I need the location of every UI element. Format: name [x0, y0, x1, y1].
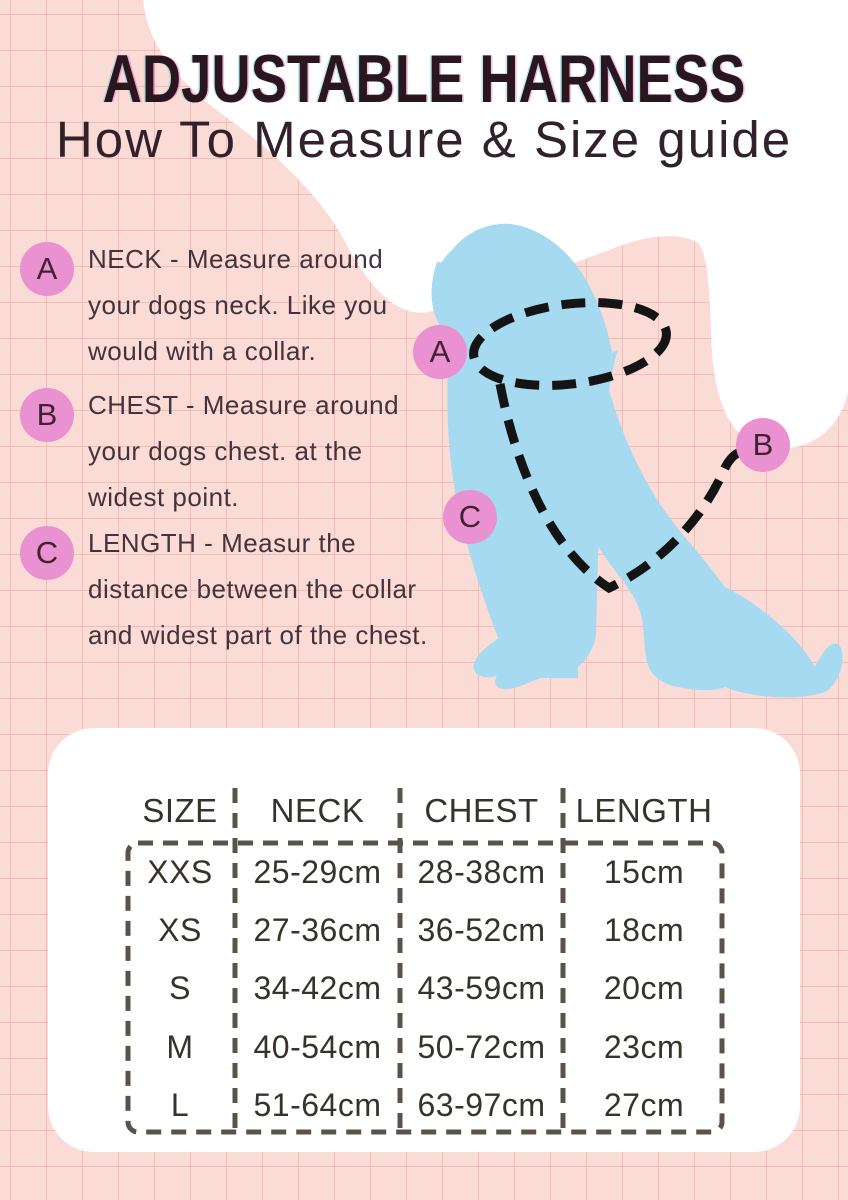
diagram-marker-length-label: C	[458, 499, 482, 534]
table-cell-size: S	[169, 970, 191, 1007]
table-cell-length: 23cm	[603, 1028, 685, 1065]
instruction-b-badge	[20, 388, 74, 442]
diagram-marker-neck	[413, 325, 467, 379]
table-cell-chest: 63-97cm	[417, 1087, 546, 1124]
table-cell-neck: 25-29cm	[253, 853, 382, 890]
table-cell-chest: 43-59cm	[417, 970, 546, 1007]
instruction-b-text: CHEST - Measure around your dogs chest. at the widest point.	[88, 390, 400, 512]
diagram-marker-neck-label: A	[429, 334, 451, 369]
table-cell-neck: 40-54cm	[253, 1028, 382, 1065]
column-header-neck: NECK	[270, 791, 365, 829]
table-cell-neck: 34-42cm	[253, 970, 382, 1007]
table-cell-length: 27cm	[603, 1087, 685, 1124]
table-cell-neck: 27-36cm	[253, 912, 382, 949]
table-cell-size: XXS	[147, 853, 213, 890]
size-table-grid	[125, 778, 725, 1135]
table-cell-chest: 36-52cm	[417, 912, 546, 949]
instruction-a-label: A	[36, 251, 58, 286]
instruction-b-label: B	[36, 397, 58, 432]
page-title: ADJUSTABLE HARNESS	[102, 41, 746, 117]
diagram-marker-chest-label: B	[752, 427, 774, 462]
instruction-c-badge	[20, 526, 74, 580]
table-cell-size: L	[170, 1087, 190, 1124]
instruction-c-label: C	[35, 535, 59, 570]
column-header-size: SIZE	[142, 791, 218, 829]
size-table-card	[48, 728, 800, 1152]
column-header-chest: CHEST	[424, 791, 539, 829]
table-cell-chest: 50-72cm	[417, 1028, 546, 1065]
table-cell-length: 20cm	[603, 970, 685, 1007]
table-cell-chest: 28-38cm	[417, 853, 546, 890]
column-header-length: LENGTH	[575, 791, 713, 829]
table-cell-size: M	[166, 1028, 194, 1065]
table-cell-neck: 51-64cm	[253, 1087, 382, 1124]
table-cell-size: XS	[158, 912, 202, 949]
diagram-marker-length	[443, 490, 497, 544]
table-cell-length: 15cm	[603, 853, 685, 890]
page-subtitle: How To Measure & Size guide	[55, 111, 793, 168]
size-table	[125, 778, 725, 1135]
instruction-a-text: NECK - Measure around your dogs neck. Like you would with a collar.	[88, 244, 388, 366]
instruction-c-text: LENGTH - Measur the distance between the collar and widest part of the chest.	[88, 528, 428, 650]
diagram-marker-chest	[736, 418, 790, 472]
table-cell-length: 18cm	[603, 912, 685, 949]
instruction-a-badge	[20, 242, 74, 296]
